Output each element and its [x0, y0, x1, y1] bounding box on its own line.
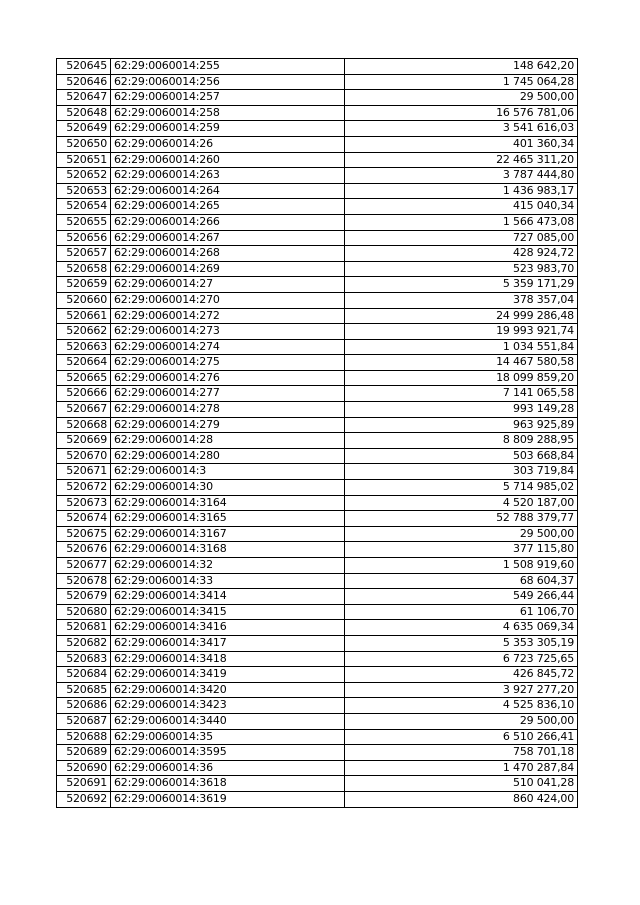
value-cell: 61 106,70	[345, 604, 578, 620]
table-row	[57, 355, 578, 371]
row-number-cell: 520677	[57, 558, 111, 574]
table-row	[57, 542, 578, 558]
cadastral-number-cell: 62:29:0060014:33	[111, 573, 345, 589]
table-row	[57, 791, 578, 807]
cadastral-value-table	[56, 58, 578, 808]
row-number-cell: 520650	[57, 136, 111, 152]
row-number-cell: 520660	[57, 292, 111, 308]
row-number-cell: 520648	[57, 105, 111, 121]
value-cell: 860 424,00	[345, 791, 578, 807]
row-number-cell: 520666	[57, 386, 111, 402]
table-row	[57, 448, 578, 464]
row-number-cell: 520691	[57, 776, 111, 792]
cadastral-number-cell: 62:29:0060014:3415	[111, 604, 345, 620]
cadastral-number-cell: 62:29:0060014:3	[111, 464, 345, 480]
table-row	[57, 90, 578, 106]
value-cell: 22 465 311,20	[345, 152, 578, 168]
value-cell: 5 353 305,19	[345, 635, 578, 651]
table-row	[57, 480, 578, 496]
table-row	[57, 511, 578, 527]
row-number-cell: 520667	[57, 402, 111, 418]
cadastral-number-cell: 62:29:0060014:3423	[111, 698, 345, 714]
row-number-cell: 520684	[57, 667, 111, 683]
value-cell: 503 668,84	[345, 448, 578, 464]
row-number-cell: 520655	[57, 214, 111, 230]
table-row	[57, 277, 578, 293]
cadastral-number-cell: 62:29:0060014:3414	[111, 589, 345, 605]
table-row	[57, 745, 578, 761]
row-number-cell: 520679	[57, 589, 111, 605]
value-cell: 3 541 616,03	[345, 121, 578, 137]
table-row	[57, 635, 578, 651]
cadastral-number-cell: 62:29:0060014:26	[111, 136, 345, 152]
table-row	[57, 682, 578, 698]
row-number-cell: 520653	[57, 183, 111, 199]
row-number-cell: 520683	[57, 651, 111, 667]
cadastral-number-cell: 62:29:0060014:3164	[111, 495, 345, 511]
value-cell: 377 115,80	[345, 542, 578, 558]
cadastral-number-cell: 62:29:0060014:3619	[111, 791, 345, 807]
table-row	[57, 59, 578, 75]
table-row	[57, 417, 578, 433]
cadastral-number-cell: 62:29:0060014:276	[111, 370, 345, 386]
value-cell: 14 467 580,58	[345, 355, 578, 371]
cadastral-number-cell: 62:29:0060014:264	[111, 183, 345, 199]
value-cell: 523 983,70	[345, 261, 578, 277]
cadastral-number-cell: 62:29:0060014:263	[111, 168, 345, 184]
table-row	[57, 558, 578, 574]
table-row	[57, 698, 578, 714]
value-cell: 6 510 266,41	[345, 729, 578, 745]
row-number-cell: 520687	[57, 713, 111, 729]
cadastral-number-cell: 62:29:0060014:279	[111, 417, 345, 433]
row-number-cell: 520692	[57, 791, 111, 807]
row-number-cell: 520678	[57, 573, 111, 589]
row-number-cell: 520673	[57, 495, 111, 511]
value-cell: 428 924,72	[345, 246, 578, 262]
row-number-cell: 520652	[57, 168, 111, 184]
value-cell: 758 701,18	[345, 745, 578, 761]
cadastral-number-cell: 62:29:0060014:36	[111, 760, 345, 776]
table-row	[57, 760, 578, 776]
value-cell: 29 500,00	[345, 526, 578, 542]
row-number-cell: 520663	[57, 339, 111, 355]
cadastral-number-cell: 62:29:0060014:267	[111, 230, 345, 246]
value-cell: 19 993 921,74	[345, 324, 578, 340]
row-number-cell: 520674	[57, 511, 111, 527]
cadastral-number-cell: 62:29:0060014:265	[111, 199, 345, 215]
value-cell: 303 719,84	[345, 464, 578, 480]
table-row	[57, 292, 578, 308]
row-number-cell: 520686	[57, 698, 111, 714]
value-cell: 1 436 983,17	[345, 183, 578, 199]
row-number-cell: 520689	[57, 745, 111, 761]
value-cell: 16 576 781,06	[345, 105, 578, 121]
cadastral-number-cell: 62:29:0060014:256	[111, 74, 345, 90]
row-number-cell: 520647	[57, 90, 111, 106]
table-row	[57, 729, 578, 745]
table-body	[57, 59, 578, 808]
value-cell: 993 149,28	[345, 402, 578, 418]
table-row	[57, 667, 578, 683]
cadastral-number-cell: 62:29:0060014:268	[111, 246, 345, 262]
value-cell: 148 642,20	[345, 59, 578, 75]
cadastral-number-cell: 62:29:0060014:269	[111, 261, 345, 277]
cadastral-number-cell: 62:29:0060014:3416	[111, 620, 345, 636]
value-cell: 727 085,00	[345, 230, 578, 246]
value-cell: 1 034 551,84	[345, 339, 578, 355]
value-cell: 1 508 919,60	[345, 558, 578, 574]
value-cell: 3 927 277,20	[345, 682, 578, 698]
value-cell: 963 925,89	[345, 417, 578, 433]
cadastral-number-cell: 62:29:0060014:3165	[111, 511, 345, 527]
cadastral-number-cell: 62:29:0060014:266	[111, 214, 345, 230]
cadastral-number-cell: 62:29:0060014:277	[111, 386, 345, 402]
table-row	[57, 324, 578, 340]
value-cell: 4 525 836,10	[345, 698, 578, 714]
value-cell: 1 566 473,08	[345, 214, 578, 230]
table-row	[57, 230, 578, 246]
cadastral-number-cell: 62:29:0060014:274	[111, 339, 345, 355]
row-number-cell: 520671	[57, 464, 111, 480]
value-cell: 29 500,00	[345, 713, 578, 729]
value-cell: 510 041,28	[345, 776, 578, 792]
cadastral-number-cell: 62:29:0060014:28	[111, 433, 345, 449]
row-number-cell: 520672	[57, 480, 111, 496]
table-row	[57, 573, 578, 589]
row-number-cell: 520651	[57, 152, 111, 168]
cadastral-number-cell: 62:29:0060014:260	[111, 152, 345, 168]
row-number-cell: 520668	[57, 417, 111, 433]
cadastral-number-cell: 62:29:0060014:3417	[111, 635, 345, 651]
cadastral-number-cell: 62:29:0060014:3420	[111, 682, 345, 698]
table-row	[57, 433, 578, 449]
cadastral-number-cell: 62:29:0060014:27	[111, 277, 345, 293]
value-cell: 6 723 725,65	[345, 651, 578, 667]
table-row	[57, 776, 578, 792]
cadastral-number-cell: 62:29:0060014:35	[111, 729, 345, 745]
row-number-cell: 520685	[57, 682, 111, 698]
table-row	[57, 121, 578, 137]
cadastral-number-cell: 62:29:0060014:270	[111, 292, 345, 308]
table-row	[57, 199, 578, 215]
table-row	[57, 402, 578, 418]
row-number-cell: 520661	[57, 308, 111, 324]
table-row	[57, 526, 578, 542]
value-cell: 8 809 288,95	[345, 433, 578, 449]
row-number-cell: 520656	[57, 230, 111, 246]
table-row	[57, 214, 578, 230]
table-row	[57, 261, 578, 277]
value-cell: 18 099 859,20	[345, 370, 578, 386]
value-cell: 5 359 171,29	[345, 277, 578, 293]
value-cell: 378 357,04	[345, 292, 578, 308]
value-cell: 401 360,34	[345, 136, 578, 152]
row-number-cell: 520657	[57, 246, 111, 262]
row-number-cell: 520645	[57, 59, 111, 75]
cadastral-number-cell: 62:29:0060014:280	[111, 448, 345, 464]
table-row	[57, 651, 578, 667]
row-number-cell: 520680	[57, 604, 111, 620]
value-cell: 68 604,37	[345, 573, 578, 589]
table-row	[57, 713, 578, 729]
value-cell: 4 635 069,34	[345, 620, 578, 636]
table-row	[57, 464, 578, 480]
cadastral-number-cell: 62:29:0060014:3618	[111, 776, 345, 792]
value-cell: 1 745 064,28	[345, 74, 578, 90]
value-cell: 1 470 287,84	[345, 760, 578, 776]
value-cell: 549 266,44	[345, 589, 578, 605]
row-number-cell: 520675	[57, 526, 111, 542]
cadastral-number-cell: 62:29:0060014:275	[111, 355, 345, 371]
table-row	[57, 136, 578, 152]
value-cell: 7 141 065,58	[345, 386, 578, 402]
row-number-cell: 520646	[57, 74, 111, 90]
cadastral-number-cell: 62:29:0060014:3419	[111, 667, 345, 683]
row-number-cell: 520654	[57, 199, 111, 215]
cadastral-number-cell: 62:29:0060014:278	[111, 402, 345, 418]
table-row	[57, 604, 578, 620]
value-cell: 5 714 985,02	[345, 480, 578, 496]
cadastral-number-cell: 62:29:0060014:257	[111, 90, 345, 106]
table-row	[57, 386, 578, 402]
row-number-cell: 520669	[57, 433, 111, 449]
table-row	[57, 308, 578, 324]
row-number-cell: 520664	[57, 355, 111, 371]
cadastral-number-cell: 62:29:0060014:258	[111, 105, 345, 121]
value-cell: 52 788 379,77	[345, 511, 578, 527]
table-row	[57, 105, 578, 121]
row-number-cell: 520690	[57, 760, 111, 776]
table-row	[57, 620, 578, 636]
row-number-cell: 520665	[57, 370, 111, 386]
table-row	[57, 152, 578, 168]
cadastral-number-cell: 62:29:0060014:3595	[111, 745, 345, 761]
table-row	[57, 495, 578, 511]
table-row	[57, 246, 578, 262]
row-number-cell: 520681	[57, 620, 111, 636]
table-row	[57, 168, 578, 184]
cadastral-number-cell: 62:29:0060014:272	[111, 308, 345, 324]
cadastral-number-cell: 62:29:0060014:3418	[111, 651, 345, 667]
table-row	[57, 74, 578, 90]
cadastral-number-cell: 62:29:0060014:3167	[111, 526, 345, 542]
cadastral-number-cell: 62:29:0060014:3168	[111, 542, 345, 558]
table-row	[57, 183, 578, 199]
table-row	[57, 589, 578, 605]
value-cell: 4 520 187,00	[345, 495, 578, 511]
row-number-cell: 520670	[57, 448, 111, 464]
cadastral-number-cell: 62:29:0060014:30	[111, 480, 345, 496]
row-number-cell: 520649	[57, 121, 111, 137]
cadastral-number-cell: 62:29:0060014:32	[111, 558, 345, 574]
value-cell: 415 040,34	[345, 199, 578, 215]
table-row	[57, 370, 578, 386]
cadastral-number-cell: 62:29:0060014:3440	[111, 713, 345, 729]
row-number-cell: 520659	[57, 277, 111, 293]
row-number-cell: 520688	[57, 729, 111, 745]
cadastral-number-cell: 62:29:0060014:259	[111, 121, 345, 137]
value-cell: 426 845,72	[345, 667, 578, 683]
value-cell: 29 500,00	[345, 90, 578, 106]
cadastral-number-cell: 62:29:0060014:273	[111, 324, 345, 340]
value-cell: 24 999 286,48	[345, 308, 578, 324]
row-number-cell: 520682	[57, 635, 111, 651]
value-cell: 3 787 444,80	[345, 168, 578, 184]
row-number-cell: 520662	[57, 324, 111, 340]
cadastral-number-cell: 62:29:0060014:255	[111, 59, 345, 75]
row-number-cell: 520658	[57, 261, 111, 277]
row-number-cell: 520676	[57, 542, 111, 558]
table-row	[57, 339, 578, 355]
